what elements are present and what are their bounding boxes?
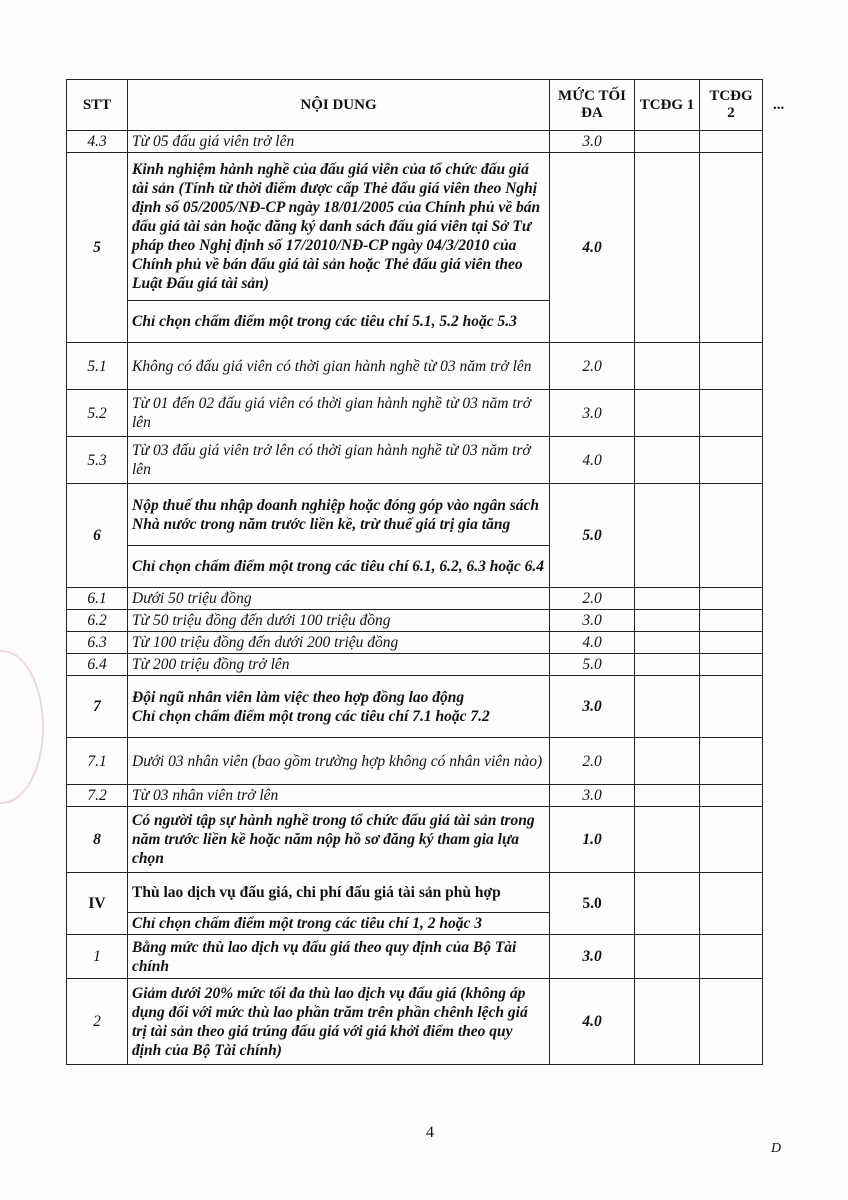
- row-content: Dưới 03 nhân viên (bao gồm trường hợp không có nhân viên nào): [128, 738, 550, 785]
- row-content-main: Đội ngũ nhân viên làm việc theo hợp đồng lao động: [132, 688, 465, 706]
- table-row: [67, 738, 763, 785]
- row-max: 3.0: [550, 131, 635, 153]
- header-muc-toi-da: MỨC TỐI ĐA: [550, 80, 635, 131]
- row-max: 3.0: [550, 676, 635, 738]
- row-max: 3.0: [550, 785, 635, 807]
- corner-mark: D: [771, 1141, 782, 1156]
- table-row: [67, 935, 763, 979]
- row-max: 2.0: [550, 738, 635, 785]
- row-content: Từ 03 nhân viên trở lên: [128, 785, 550, 807]
- row-max: 3.0: [550, 390, 635, 437]
- row-max: 4.0: [550, 437, 635, 484]
- table-row: [67, 588, 763, 610]
- row-stt: 7: [67, 676, 128, 738]
- row-content: [128, 676, 550, 738]
- header-tcdg1: TCĐG 1: [635, 80, 700, 131]
- row-stt: 5.1: [67, 343, 128, 390]
- header-noi-dung: NỘI DUNG: [128, 80, 550, 131]
- table-row: [67, 343, 763, 390]
- row-stt: 7.2: [67, 785, 128, 807]
- row-stt: 5.3: [67, 437, 128, 484]
- row-content: Giảm dưới 20% mức tối đa thù lao dịch vụ đấu giá (không áp dụng đối với mức thù lao phần trăm trên phần chênh lệch giá trị tài sản theo giá trúng đấu giá với giá khởi điểm theo quy định của Bộ Tài chính): [128, 979, 550, 1065]
- row-content: Từ 50 triệu đồng đến dưới 100 triệu đồng: [128, 610, 550, 632]
- header-tcdg2: TCĐG 2: [700, 80, 763, 131]
- row-stt: 6.4: [67, 654, 128, 676]
- row-content: Không có đấu giá viên có thời gian hành nghề từ 03 năm trở lên: [128, 343, 550, 390]
- row-stt: 1: [67, 935, 128, 979]
- row-content: Bằng mức thù lao dịch vụ đấu giá theo quy định của Bộ Tài chính: [128, 935, 550, 979]
- table-row: [67, 632, 763, 654]
- table-row: [67, 807, 763, 873]
- row-max: 4.0: [550, 979, 635, 1065]
- row-content: Có người tập sự hành nghề trong tổ chức đấu giá tài sản trong năm trước liền kề hoặc năm nộp hồ sơ đăng ký tham gia lựa chọn: [128, 807, 550, 873]
- table-row: [67, 131, 763, 153]
- row-content: Từ 03 đấu giá viên trở lên có thời gian hành nghề từ 03 năm trở lên: [128, 437, 550, 484]
- row-max: 1.0: [550, 807, 635, 873]
- row-stt: 5.2: [67, 390, 128, 437]
- row-content: Nộp thuế thu nhập doanh nghiệp hoặc đóng góp vào ngân sách Nhà nước trong năm trước liền kề, trừ thuế giá trị gia tăng: [128, 484, 550, 546]
- row-max: 3.0: [550, 935, 635, 979]
- row-stt: 4.3: [67, 131, 128, 153]
- row-content-note: Chỉ chọn chấm điểm một trong các tiêu chí 5.1, 5.2 hoặc 5.3: [128, 301, 550, 343]
- row-stt: 6.2: [67, 610, 128, 632]
- table-row: [67, 153, 763, 301]
- header-stt: STT: [67, 80, 128, 131]
- row-stt: 6: [67, 484, 128, 588]
- row-content-note: Chỉ chọn chấm điểm một trong các tiêu chí 7.1 hoặc 7.2: [132, 707, 490, 725]
- row-stt: 6.3: [67, 632, 128, 654]
- row-content: Từ 01 đến 02 đấu giá viên có thời gian hành nghề từ 03 năm trở lên: [128, 390, 550, 437]
- row-content: Dưới 50 triệu đồng: [128, 588, 550, 610]
- row-stt: 8: [67, 807, 128, 873]
- row-max: 5.0: [550, 654, 635, 676]
- row-content: Kinh nghiệm hành nghề của đấu giá viên của tổ chức đấu giá tài sản (Tính từ thời điểm được cấp Thẻ đấu giá viên theo Nghị định số 05/2005/NĐ-CP ngày 18/01/2005 của Chính phủ về bán đấu giá tài sản hoặc đăng ký danh sách đấu giá viên tại Sở Tư pháp theo Nghị định số 17/2010/NĐ-CP ngày 04/3/2010 của Chính phủ về bán đấu giá tài sản hoặc Thẻ đấu giá viên theo Luật Đấu giá tài sản): [128, 153, 550, 301]
- row-max: 2.0: [550, 588, 635, 610]
- row-stt: 5: [67, 153, 128, 343]
- row-stt: IV: [67, 873, 128, 935]
- stamp-partial: [0, 650, 44, 804]
- table-row: [67, 873, 763, 913]
- row-content: Từ 05 đấu giá viên trở lên: [128, 131, 550, 153]
- table-row: [67, 437, 763, 484]
- row-stt: 2: [67, 979, 128, 1065]
- row-content-note: Chỉ chọn chấm điểm một trong các tiêu chí 1, 2 hoặc 3: [128, 913, 550, 935]
- table-row: [67, 785, 763, 807]
- row-max: 4.0: [550, 153, 635, 343]
- row-content-note: Chỉ chọn chấm điểm một trong các tiêu chí 6.1, 6.2, 6.3 hoặc 6.4: [128, 546, 550, 588]
- row-content: Từ 200 triệu đồng trở lên: [128, 654, 550, 676]
- row-max: 3.0: [550, 610, 635, 632]
- row-max: 4.0: [550, 632, 635, 654]
- row-content: Thù lao dịch vụ đấu giá, chi phí đấu giá tài sản phù hợp: [128, 873, 550, 913]
- table-row: [67, 484, 763, 546]
- table-row: [67, 390, 763, 437]
- row-max: 5.0: [550, 873, 635, 935]
- table-header-row: STT NỘI DUNG MỨC TỐI ĐA TCĐG 1 TCĐG 2 ...: [67, 80, 763, 131]
- table-row: [67, 654, 763, 676]
- page-number: 4: [426, 1124, 434, 1141]
- row-stt: 6.1: [67, 588, 128, 610]
- criteria-table: [66, 79, 785, 1065]
- row-content: Từ 100 triệu đồng đến dưới 200 triệu đồng: [128, 632, 550, 654]
- row-stt: 7.1: [67, 738, 128, 785]
- table-row: [67, 610, 763, 632]
- table-row: [67, 979, 763, 1065]
- row-max: 5.0: [550, 484, 635, 588]
- table-row: [67, 676, 763, 738]
- row-max: 2.0: [550, 343, 635, 390]
